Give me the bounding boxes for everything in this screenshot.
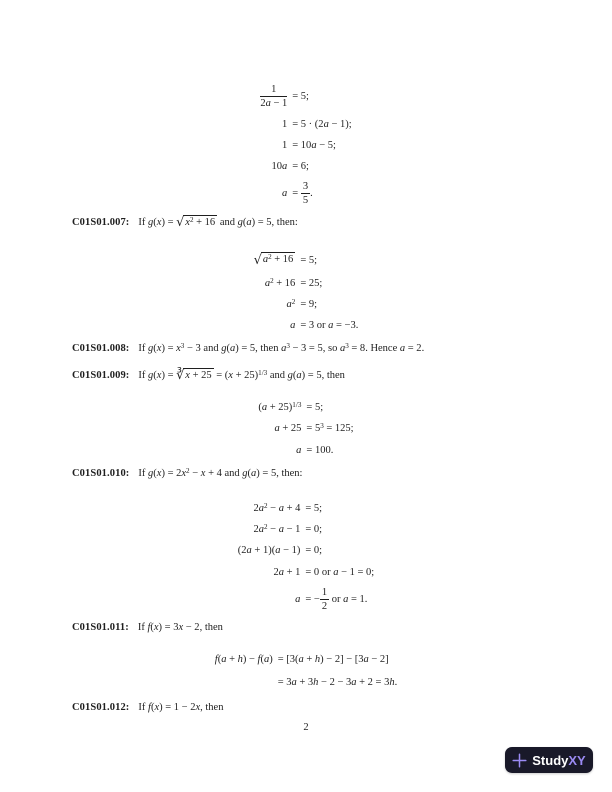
equation-rhs: = 5; xyxy=(300,254,318,266)
problem-statement xyxy=(72,368,540,384)
problem-label: C01S01.009: xyxy=(72,370,130,381)
equation-lhs: $\frac{1}{2a - 1}$ xyxy=(260,84,288,110)
statement-text: If f(x) = 1 − 2x, then xyxy=(138,702,224,713)
statement-text: If g(x) = ∛x + $25 = (x + 25)^{1/3}$ and g(a) = 5, then xyxy=(138,368,345,384)
equation-rhs: = 5; xyxy=(292,91,309,103)
equation-rhs: = − $\frac{1}{2}$ or a = 1. xyxy=(305,586,368,612)
equation-rhs: = 0; xyxy=(305,545,323,557)
equation-lhs: 2a + 1 xyxy=(273,566,301,578)
equation-rhs: = 25; xyxy=(300,277,323,289)
equation-lhs: a xyxy=(296,444,302,456)
plus-icon xyxy=(512,753,527,768)
equation-lhs: a xyxy=(295,593,301,605)
equation-lhs: $2a^2 - a - 1$ xyxy=(253,523,301,536)
equation-lhs: $(a + 25)^{1/3}$ xyxy=(258,401,302,414)
equation-rhs: = 100. xyxy=(306,444,334,456)
studyxy-logo[interactable] xyxy=(505,747,593,773)
equation-lines xyxy=(254,252,359,332)
problem-label: C01S01.010: xyxy=(72,468,130,479)
logo-text xyxy=(532,753,585,768)
equation-rhs: = $5^3 = 125$; xyxy=(306,422,354,435)
statement-text: If f(x) = 3x − 2, then xyxy=(137,622,223,633)
statement-text: If $g(x) = x^3 - 3$ and g(a) = 5, then $a^3 - 3 = 5$, so $a^3 = 8$. Hence a = 2. xyxy=(138,342,425,354)
problem-label: C01S01.008: xyxy=(72,343,130,354)
equation-lhs: (2a + 1)(a − 1) xyxy=(237,545,301,557)
equation-rhs: = $\frac{3}{5}$ . xyxy=(292,181,313,207)
equation-lhs: $a^2 + 16$ xyxy=(264,276,296,289)
equation-lhs: 1 xyxy=(282,118,288,130)
statement-text: If $g(x) = √x^2 + 16$ and g(a) = 5, then: xyxy=(138,215,298,231)
problem-statement xyxy=(72,467,540,480)
equation-lhs: $2a^2 - a + 4$ xyxy=(253,502,301,515)
problem-012 xyxy=(72,701,540,714)
problem-011 xyxy=(72,621,540,689)
equation-rhs: = 0; xyxy=(305,524,323,536)
problem-label: C01S01.011: xyxy=(72,622,129,633)
problem-009 xyxy=(72,368,540,457)
equation-lines xyxy=(238,502,374,612)
equation-rhs: = 6; xyxy=(292,160,309,172)
problem-statement xyxy=(72,215,540,231)
equation-lhs: 1 xyxy=(282,139,288,151)
statement-text: If $g(x) = 2x^2 - x + 4$ and g(a) = 5, then: xyxy=(138,467,303,479)
problem-label: C01S01.012: xyxy=(72,702,130,713)
equation-lhs: f(a + h) − f(a) xyxy=(214,654,273,666)
equation-lhs: a + 25 xyxy=(274,423,302,435)
equation-lines xyxy=(260,84,351,207)
cbrt-icon: ∛ xyxy=(176,368,185,384)
problem-label: C01S01.007: xyxy=(72,217,130,228)
problem-010 xyxy=(72,467,540,612)
problem-008 xyxy=(72,342,540,355)
problem-007 xyxy=(72,215,540,332)
sqrt-icon: √ xyxy=(253,252,262,268)
equation-lhs: $a^2$ xyxy=(286,297,296,310)
equation-rhs: = 5; xyxy=(305,503,323,515)
sqrt-icon: √ xyxy=(176,215,185,231)
equation-lhs: $√a^2 + 16$ xyxy=(253,252,294,268)
equation-rhs: = 5 · (2a − 1); xyxy=(292,118,352,130)
problem-statement xyxy=(72,621,540,634)
logo-text-xy: XY xyxy=(568,752,586,768)
problem-statement xyxy=(72,701,540,714)
equation-lines xyxy=(258,401,353,456)
problem-statement xyxy=(72,342,540,355)
equation-lhs: a xyxy=(290,319,296,331)
equation-rhs: = 5; xyxy=(306,402,324,414)
equation-block-continued xyxy=(72,84,540,207)
equation-rhs: = 0 or a − 1 = 0; xyxy=(305,566,375,578)
equation-lhs: 10a xyxy=(271,160,288,172)
page-number: 2 xyxy=(303,722,309,733)
equation-rhs: = 3 or a = −3. xyxy=(300,319,359,331)
equation-rhs: = 3a + 3h − 2 − 3a + 2 = 3h. xyxy=(277,677,398,689)
equation-lines xyxy=(215,653,397,689)
equation-rhs: = [3(a + h) − 2] − [3a − 2] xyxy=(277,654,389,666)
equation-rhs: = 10a − 5; xyxy=(292,139,336,151)
equation-rhs: = 9; xyxy=(300,298,318,310)
equation-lhs: a xyxy=(282,188,288,200)
logo-text-study: Study xyxy=(532,752,569,768)
